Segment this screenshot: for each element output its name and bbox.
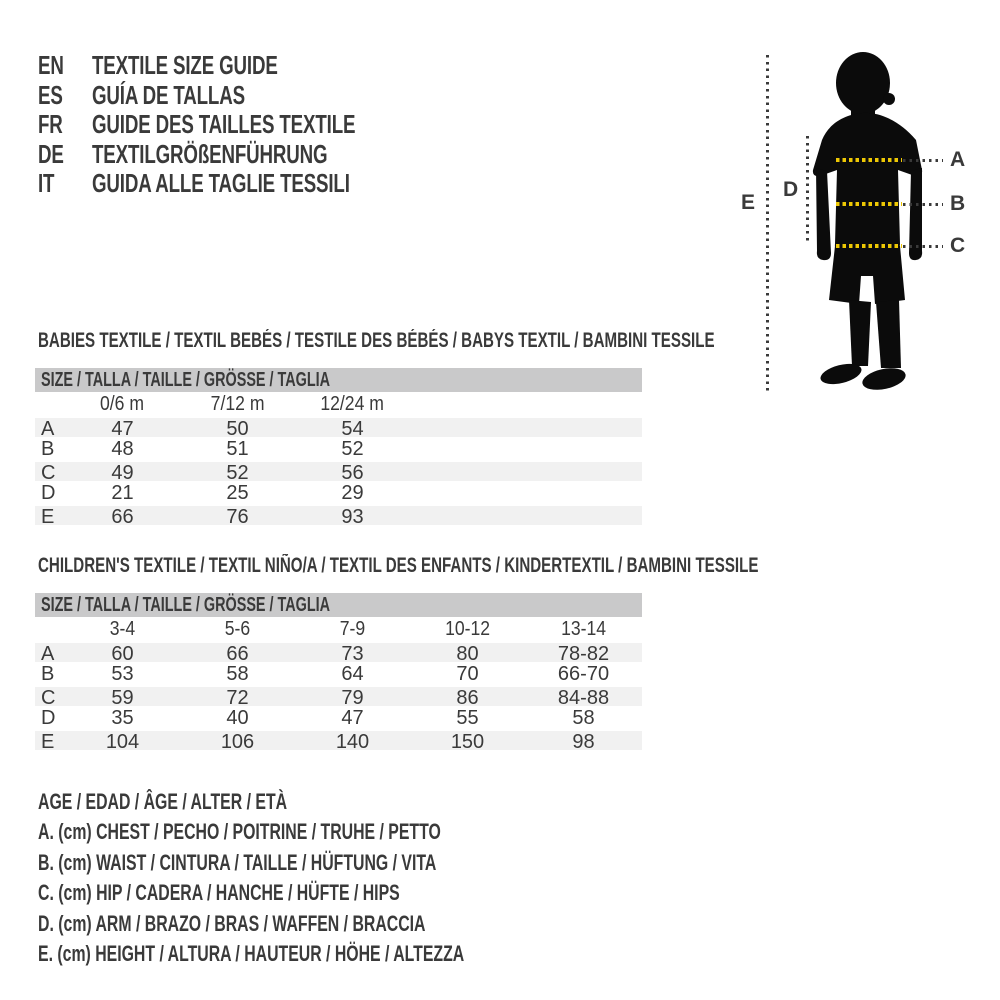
chest-measure-line-a (836, 158, 902, 162)
legend-height: E. (cm) HEIGHT / ALTURA / HAUTEUR / HÖHE / ALTEZZA (38, 941, 465, 967)
row-label: B (41, 663, 55, 685)
babies-size-table (35, 368, 642, 526)
column-header: 5-6 (224, 617, 251, 640)
size-value: 59 (111, 687, 134, 709)
size-header-text: SIZE / TALLA / TAILLE / GRÖSSE / TAGLIA (41, 369, 331, 391)
size-value: 73 (341, 643, 364, 665)
size-value: 72 (226, 687, 249, 709)
size-value: 60 (111, 643, 134, 665)
table-row (35, 707, 642, 729)
leader-line-c (903, 245, 943, 248)
column-header: 10-12 (444, 617, 491, 640)
table-row (35, 685, 642, 707)
size-value: 66-70 (557, 663, 610, 685)
column-header: 7-9 (339, 617, 366, 640)
measure-label-a: A (950, 148, 966, 171)
row-label: C (41, 462, 56, 484)
table-row (35, 663, 642, 685)
size-header-text: SIZE / TALLA / TAILLE / GRÖSSE / TAGLIA (41, 594, 331, 616)
table-row (35, 504, 642, 526)
size-value: 79 (341, 687, 364, 709)
size-header-bar (35, 368, 642, 392)
row-label: D (41, 482, 56, 504)
leader-line-a (903, 159, 943, 162)
language-row-fr (38, 110, 458, 140)
size-value: 51 (226, 438, 249, 460)
size-value: 21 (111, 482, 134, 504)
size-value: 76 (226, 506, 249, 528)
row-label: D (41, 707, 56, 729)
babies-section-title (38, 330, 978, 352)
language-row-en (38, 51, 458, 81)
legend-hip: C. (cm) HIP / CADERA / HANCHE / HÜFTE / HIPS (38, 880, 400, 906)
language-title: GUIDE DES TAILLES TEXTILE (92, 109, 356, 139)
size-value: 58 (572, 707, 595, 729)
size-value: 40 (226, 707, 249, 729)
size-value: 64 (341, 663, 364, 685)
size-value: 106 (220, 731, 255, 753)
size-value: 70 (456, 663, 479, 685)
column-header: 3-4 (109, 617, 136, 640)
size-value: 54 (341, 418, 364, 440)
size-value: 48 (111, 438, 134, 460)
table-row (35, 641, 642, 663)
children-column-header-row (35, 617, 642, 641)
size-value: 104 (105, 731, 140, 753)
arm-measure-line-d (806, 136, 809, 244)
language-title-block (38, 51, 458, 199)
table-row (35, 438, 642, 460)
size-value: 29 (341, 482, 364, 504)
size-header-bar (35, 593, 642, 617)
measurement-legend (38, 787, 630, 969)
measure-label-e: E (741, 191, 756, 214)
size-value: 80 (456, 643, 479, 665)
children-size-table (35, 593, 642, 751)
size-value: 98 (572, 731, 595, 753)
size-value: 140 (335, 731, 370, 753)
hip-measure-line-c (836, 244, 902, 248)
measure-label-c: C (950, 234, 966, 257)
measure-label-b: B (950, 192, 966, 215)
column-header: 7/12 m (210, 392, 265, 415)
size-value: 49 (111, 462, 134, 484)
column-header: 13-14 (560, 617, 607, 640)
language-row-de (38, 140, 458, 170)
size-value: 53 (111, 663, 134, 685)
size-value: 58 (226, 663, 249, 685)
language-row-it (38, 169, 458, 199)
children-section-title-text: CHILDREN'S TEXTILE / TEXTIL NIÑO/A / TEXTIL DES ENFANTS / KINDERTEXTIL / BAMBINI TESSILE (38, 554, 759, 577)
legend-waist: B. (cm) WAIST / CINTURA / TAILLE / HÜFTUNG / VITA (38, 849, 437, 875)
legend-arm: D. (cm) ARM / BRAZO / BRAS / WAFFEN / BRACCIA (38, 910, 426, 936)
row-label: C (41, 687, 56, 709)
size-value: 93 (341, 506, 364, 528)
waist-measure-line-b (836, 202, 902, 206)
size-value: 55 (456, 707, 479, 729)
table-row (35, 460, 642, 482)
size-value: 47 (341, 707, 364, 729)
row-label: A (41, 643, 55, 665)
language-code: FR (38, 109, 63, 139)
size-value: 84-88 (557, 687, 610, 709)
row-label: E (41, 506, 55, 528)
language-title: TEXTILGRÖßENFÜHRUNG (92, 138, 328, 169)
language-code: EN (38, 50, 64, 80)
measure-label-d: D (783, 178, 799, 201)
table-row (35, 729, 642, 751)
column-header: 12/24 m (320, 392, 385, 415)
babies-column-header-row (35, 392, 642, 416)
language-code: ES (38, 79, 63, 110)
size-value: 25 (226, 482, 249, 504)
size-value: 66 (111, 506, 134, 528)
legend-chest: A. (cm) CHEST / PECHO / POITRINE / TRUHE / PETTO (38, 819, 441, 845)
language-code: DE (38, 138, 64, 169)
row-label: E (41, 731, 55, 753)
size-value: 86 (456, 687, 479, 709)
legend-age: AGE / EDAD / ÂGE / ALTER / ETÀ (38, 789, 288, 814)
language-title: TEXTILE SIZE GUIDE (92, 50, 278, 80)
size-value: 52 (341, 438, 364, 460)
language-title: GUÍA DE TALLAS (92, 79, 245, 110)
table-row (35, 416, 642, 438)
children-section-title (38, 555, 1000, 577)
row-label: A (41, 418, 55, 440)
size-value: 47 (111, 418, 134, 440)
size-value: 52 (226, 462, 249, 484)
language-title: GUIDA ALLE TAGLIE TESSILI (92, 168, 350, 198)
size-value: 78-82 (557, 643, 610, 665)
size-value: 50 (226, 418, 249, 440)
language-code: IT (38, 168, 55, 198)
size-value: 35 (111, 707, 134, 729)
babies-section-title-text: BABIES TEXTILE / TEXTIL BEBÉS / TESTILE DES BÉBÉS / BABYS TEXTIL / BAMBINI TESSILE (38, 329, 715, 352)
table-row (35, 482, 642, 504)
language-row-es (38, 81, 458, 111)
size-value: 66 (226, 643, 249, 665)
row-label: B (41, 438, 55, 460)
size-value: 150 (450, 731, 485, 753)
leader-line-b (903, 203, 943, 206)
size-value: 56 (341, 462, 364, 484)
column-header: 0/6 m (100, 392, 145, 415)
